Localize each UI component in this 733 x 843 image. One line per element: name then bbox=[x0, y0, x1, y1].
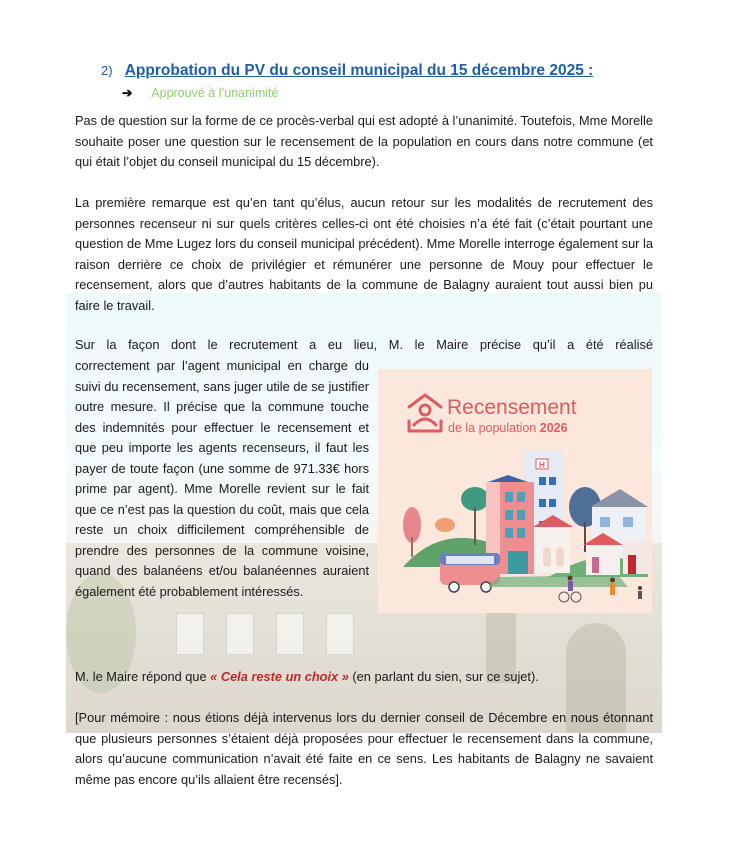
pedestrian bbox=[610, 583, 615, 595]
child-head bbox=[638, 586, 642, 590]
town-illustration bbox=[378, 447, 652, 613]
window bbox=[549, 477, 556, 485]
paragraph-2: La première remarque est qu’en tant qu’élus, aucun retour sur les modalités de recrutement des personnes recenseur ni sur quels critères celles-ci ont été choisies n’a été fait (c’était pourtant une question de Mme Lugez lors du conseil municipal précédent). Mme Morelle interroge également sur la raison derrière ce choix de privilégier et rémunérer une personne de Mouy pour effectuer le recensement, alors que d’autres habitants de la commune de Balagny auraient tout aussi bien pu faire le travail. bbox=[75, 195, 653, 313]
arrow-right-icon: ➔ bbox=[122, 86, 133, 100]
pedestrian-head bbox=[610, 578, 615, 583]
bicycle-wheel bbox=[559, 592, 569, 602]
paragraph-4-end: (en parlant du sien, sur ce sujet). bbox=[348, 669, 539, 684]
bus-wheel bbox=[449, 582, 459, 592]
tree bbox=[435, 518, 455, 532]
vote-result-text: Approuvé à l’unanimité bbox=[151, 86, 279, 100]
window bbox=[505, 528, 513, 538]
vote-result bbox=[122, 85, 278, 100]
window bbox=[505, 510, 513, 520]
house bbox=[536, 527, 570, 573]
poster-subtitle-text: de la population bbox=[448, 421, 537, 435]
paragraph-4-intro: M. le Maire répond que bbox=[75, 669, 211, 684]
watermark-window bbox=[176, 613, 204, 655]
paragraph-5-memo: [Pour mémoire : nous étions déjà intervenus lors du dernier conseil de Décembre en nous étonnant que plusieurs personnes s’étaient déjà proposées pour effectuer le recensement dans la commune, alors qu’aucune communication n’avait été faite en ce sens. Les habitants de Balagny ne savaient même pas encore qu’ils allaient être recensés]. bbox=[75, 710, 653, 787]
window bbox=[549, 499, 556, 507]
watermark-window bbox=[226, 613, 254, 655]
watermark-window bbox=[326, 613, 354, 655]
paragraph-3-wrapped: correctement par l’agent municipal en charge du suivi du recensement, sans juger utile de se justifier outre mesure. Il précise que la commune touche des indemnités pour effectuer le recensement et que peu importe les agents recenseurs, il faut les payer de toute façon (une somme de 971.33€ hors prime par agent). Mme Morelle revient sur le fait que ce n’est pas la question du coût, mais que cela reste un choix difficilement compréhensible de prendre des personnes de la commune voisine, quand des balanéens et/ou balanéennes auraient également été probablement intéressés. bbox=[75, 358, 369, 599]
door bbox=[592, 557, 599, 573]
section-title: Approbation du PV du conseil municipal du 15 décembre 2025 : bbox=[124, 62, 594, 79]
tree-trunk bbox=[411, 537, 413, 557]
arched-window bbox=[556, 547, 564, 567]
door bbox=[628, 555, 636, 574]
poster-title: Recensement bbox=[447, 396, 577, 419]
child-pedestrian bbox=[638, 591, 642, 599]
poster-year: 2026 bbox=[539, 421, 568, 435]
paragraph-3-first-line: Sur la façon dont le recrutement a eu lieu, M. le Maire précise qu’il a été réalisé bbox=[75, 337, 653, 352]
window bbox=[539, 477, 546, 485]
window bbox=[623, 517, 633, 527]
watermark-window bbox=[276, 613, 304, 655]
roof bbox=[488, 475, 528, 482]
window bbox=[505, 492, 513, 502]
paragraph-1: Pas de question sur la forme de ce procès-verbal qui est adopté à l’unanimité. Toutefois, Mme Morelle souhaite poser une question sur le recensement de la population en cours dans notre commune (et qui était l’objet du conseil municipal du 15 décembre). bbox=[75, 113, 653, 169]
grass bbox=[488, 575, 628, 587]
bus-windows bbox=[446, 556, 494, 564]
section-number: 2) bbox=[101, 63, 113, 78]
poster-subtitle bbox=[448, 421, 568, 435]
section-heading bbox=[101, 62, 593, 80]
door bbox=[508, 551, 528, 574]
cyclist-head bbox=[568, 576, 573, 581]
tree-trunk bbox=[474, 507, 476, 545]
mayor-quote: « Cela reste un choix » bbox=[210, 669, 349, 684]
window bbox=[517, 510, 525, 520]
arched-window bbox=[543, 547, 551, 567]
house bbox=[586, 545, 620, 575]
paragraph-4 bbox=[75, 667, 653, 688]
window bbox=[539, 499, 546, 507]
tree-trunk bbox=[584, 522, 586, 552]
hospital-sign-letter: H bbox=[539, 460, 545, 470]
house-person-icon bbox=[406, 391, 444, 435]
bicycle-wheel bbox=[571, 592, 581, 602]
cyclist bbox=[568, 581, 573, 591]
window bbox=[600, 517, 610, 527]
window bbox=[517, 492, 525, 502]
window bbox=[517, 528, 525, 538]
census-poster-image bbox=[378, 369, 652, 613]
